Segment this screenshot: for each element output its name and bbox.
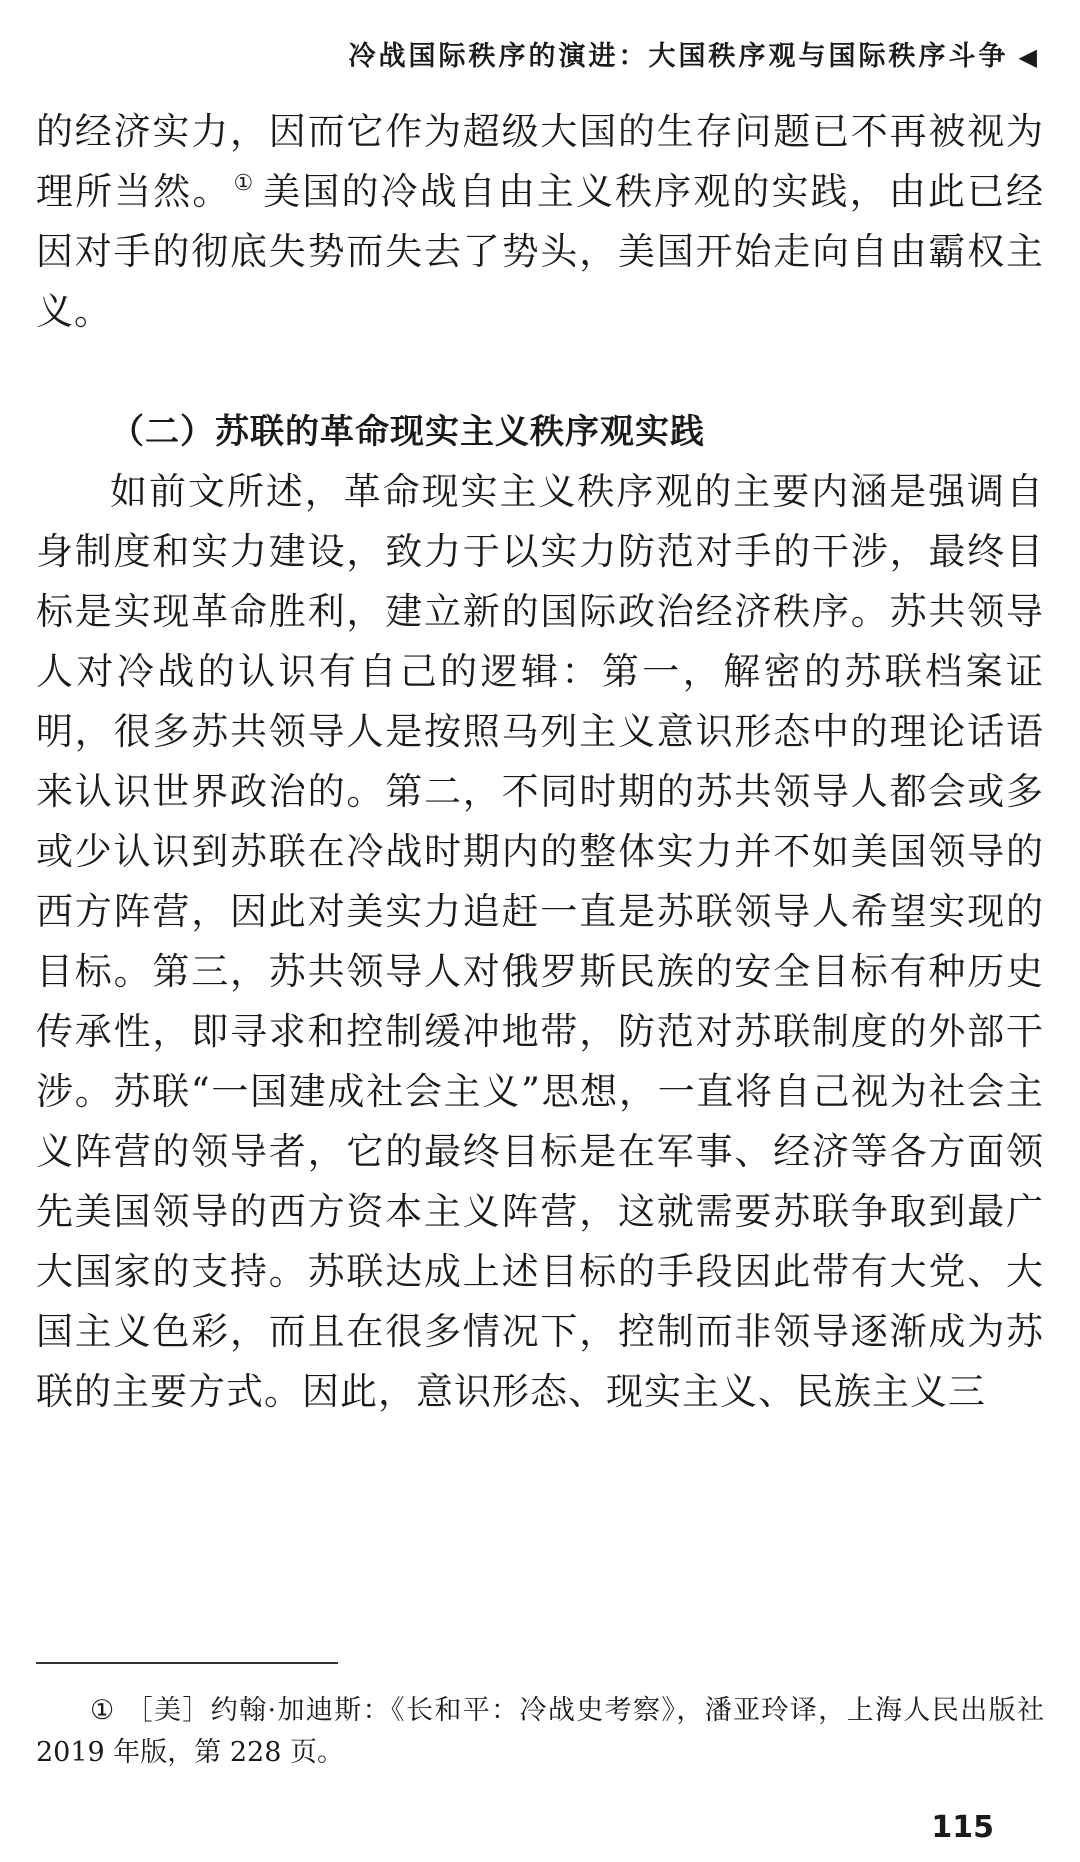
paragraph-1-text-b: 美国的冷战自由主义秩序观的实践，由此已经因对手的彻底失势而失去了势头，美国开始走向自由霸权主义。: [36, 170, 1045, 333]
running-head-title: 冷战国际秩序的演进：大国秩序观与国际秩序斗争: [348, 41, 1009, 72]
footnote-mark: ①: [90, 1695, 116, 1726]
section-heading: （二）苏联的革命现实主义秩序观实践: [110, 412, 705, 452]
footnote-text: ［美］约翰·加迪斯：《长和平：冷战史考察》，潘亚玲译，上海人民出版社 2019 年版，第 228 页。: [36, 1695, 1044, 1768]
paragraph-continued: [36, 102, 1044, 342]
body-text: [36, 102, 1044, 1422]
paragraph-2: 如前文所述，革命现实主义秩序观的主要内涵是强调自身制度和实力建设，致力于以实力防范对手的干涉，最终目标是实现革命胜利，建立新的国际政治经济秩序。苏共领导人对冷战的认识有自己的逻辑：第一，解密的苏联档案证明，很多苏共领导人是按照马列主义意识形态中的理论话语来认识世界政治的。第二，不同时期的苏共领导人都会或多或少认识到苏联在冷战时期内的整体实力并不如美国领导的西方阵营，因此对美实力追赶一直是苏联领导人希望实现的目标。第三，苏共领导人对俄罗斯民族的安全目标有种历史传承性，即寻求和控制缓冲地带，防范对苏联制度的外部干涉。苏联“一国建成社会主义”思想，一直将自己视为社会主义阵营的领导者，它的最终目标是在军事、经济等各方面领先美国领导的西方资本主义阵营，这就需要苏联争取到最广大国家的支持。苏联达成上述目标的手段因此带有大党、大国主义色彩，而且在很多情况下，控制而非领导逐渐成为苏联的主要方式。因此，意识形态、现实主义、民族主义三: [36, 470, 1044, 1413]
footnote-divider: [36, 1662, 338, 1664]
paragraph-1-text-a: 的经济实力，因而它作为超级大国的生存问题已不再被视为理所当然。: [36, 110, 1044, 213]
footnote: [36, 1690, 1044, 1774]
running-head-triangle-icon: ◀: [1018, 43, 1040, 71]
running-head: [349, 34, 1040, 73]
footnote-reference[interactable]: ①: [233, 171, 256, 196]
page-number: 115: [931, 1810, 994, 1845]
